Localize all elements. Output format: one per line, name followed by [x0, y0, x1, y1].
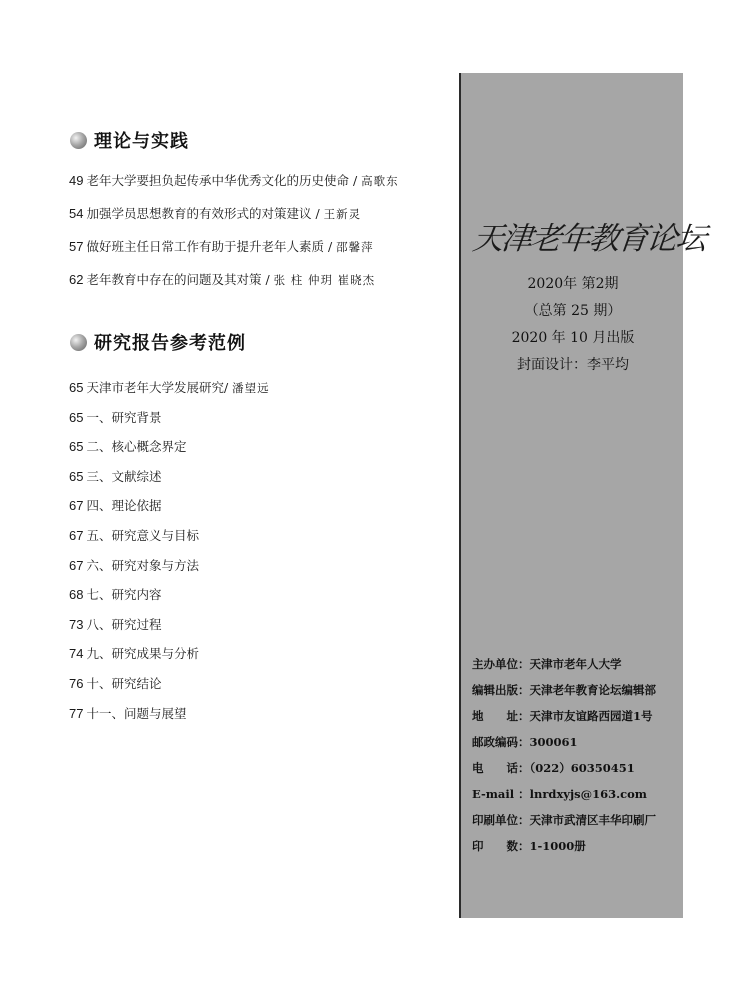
entry-title: 老年大学要担负起传承中华优秀文化的历史使命 [86, 173, 349, 188]
imprint-info [472, 656, 656, 864]
toc-list-research-report [69, 378, 270, 733]
section-title: 研究报告参考范例 [94, 333, 246, 354]
page-number: 57 [69, 239, 84, 254]
page-number: 65 [69, 380, 84, 395]
toc-entry [69, 437, 270, 467]
toc-entry [69, 526, 270, 556]
page-number: 49 [69, 173, 84, 188]
entry-title: 五、研究意义与目标 [86, 527, 199, 543]
toc-entry [69, 674, 270, 704]
page-number: 65 [69, 468, 84, 484]
entry-title: 九、研究成果与分析 [86, 646, 199, 662]
masthead-panel [459, 73, 707, 918]
entry-title: 三、文献综述 [86, 468, 162, 484]
entry-title: 加强学员思想教育的有效形式的对策建议 [86, 206, 312, 221]
bullet-dot-icon [70, 132, 87, 149]
toc-entry: 54 加强学员思想教育的有效形式的对策建议 / 王新灵 [69, 206, 362, 221]
page-number: 68 [69, 587, 84, 603]
page-number: 76 [69, 675, 84, 691]
journal-calligraphy-title: 天津老年教育论坛 [470, 221, 707, 257]
page-number: 65 [69, 439, 84, 455]
entry-title: 二、核心概念界定 [86, 439, 187, 455]
imprint-line: 编辑出版：天津老年教育论坛编辑部 [472, 683, 656, 697]
imprint-line: 电 话：（022）60350451 [472, 761, 635, 775]
page-number: 62 [69, 272, 84, 287]
entry-author: 邵馨萍 [336, 240, 374, 254]
imprint-line: 地 址：天津市友谊路西园道1号 [472, 709, 653, 723]
page-number: 74 [69, 646, 84, 662]
toc-entry: 62 老年教育中存在的问题及其对策 / 张 柱 仲玥 崔晓杰 [69, 272, 376, 287]
entry-title: 七、研究内容 [86, 587, 162, 603]
entry-title: 一、研究背景 [86, 409, 162, 425]
issue-year-number: 2020年 第2期 [527, 276, 619, 292]
imprint-line: 印 数：1-1000册 [472, 839, 586, 853]
entry-author: 高歌东 [361, 174, 399, 188]
page-number: 54 [69, 206, 84, 221]
imprint-line: E-mail ：lnrdxyjs@163.com [472, 787, 647, 801]
entry-title: 八、研究过程 [86, 616, 162, 632]
toc-list-theory-practice [69, 171, 399, 303]
entry-author: 张 柱 仲玥 崔晓杰 [273, 273, 376, 287]
imprint-line: 主办单位：天津市老年人大学 [472, 657, 622, 671]
toc-entry [69, 408, 270, 438]
section-heading-research-report [70, 329, 246, 355]
entry-title: 天津市老年大学发展研究 [86, 380, 224, 395]
toc-entry [69, 496, 270, 526]
page-number: 67 [69, 498, 84, 514]
bullet-dot-icon [70, 334, 87, 351]
toc-entry [69, 556, 270, 586]
toc-entry [69, 615, 270, 645]
entry-title: 四、理论依据 [86, 498, 162, 514]
toc-entry [69, 467, 270, 497]
entry-title: 做好班主任日常工作有助于提升老年人素质 [86, 239, 324, 254]
toc-entry: 65 天津市老年大学发展研究/ 潘望远 [69, 380, 270, 395]
page-number: 77 [69, 705, 84, 721]
publish-date: 2020 年 10 月出版 [511, 330, 635, 346]
entry-author: 王新灵 [323, 207, 362, 221]
page-number: 67 [69, 557, 84, 573]
cover-design-credit: 封面设计：李平均 [517, 357, 629, 373]
toc-entry [69, 644, 270, 674]
imprint-line: 邮政编码：300061 [472, 735, 578, 749]
toc-entry [69, 704, 270, 734]
section-heading-theory-practice [70, 127, 189, 153]
entry-author: 潘望远 [232, 381, 270, 395]
page-number: 67 [69, 527, 84, 543]
entry-title: 六、研究对象与方法 [86, 557, 199, 573]
toc-entry: 49 老年大学要担负起传承中华优秀文化的历史使命 / 高歌东 [69, 173, 399, 188]
entry-title: 十一、问题与展望 [86, 705, 187, 721]
toc-entry [69, 585, 270, 615]
page-number: 73 [69, 616, 84, 632]
section-title: 理论与实践 [94, 131, 189, 152]
toc-entry: 57 做好班主任日常工作有助于提升老年人素质 / 邵馨萍 [69, 239, 374, 254]
entry-title: 十、研究结论 [86, 675, 162, 691]
imprint-line: 印刷单位：天津市武清区丰华印刷厂 [472, 813, 656, 827]
entry-title: 老年教育中存在的问题及其对策 [86, 272, 262, 287]
issue-total: （总第 25 期） [524, 303, 622, 319]
page-number: 65 [69, 409, 84, 425]
